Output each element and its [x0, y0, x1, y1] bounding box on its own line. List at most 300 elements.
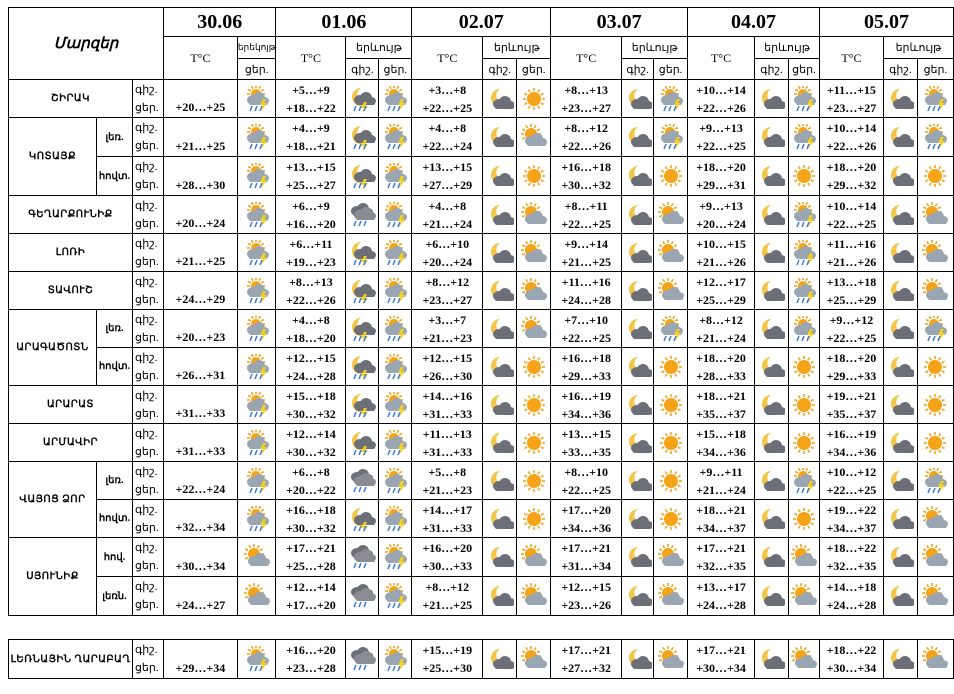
sun-cloud-rain-icon	[379, 234, 412, 272]
day-temperature: +22…+25	[826, 216, 877, 231]
temperature-cell	[163, 386, 237, 424]
night-temperature: +5…+9	[292, 82, 330, 97]
temperature-header: T°C	[163, 37, 237, 80]
sun-cloud-rain-icon	[237, 640, 276, 679]
night-label: գիշ.	[134, 351, 158, 364]
table-row	[9, 640, 954, 679]
blank-line	[164, 580, 237, 598]
moon-cloud-icon	[883, 157, 917, 196]
time-of-day	[132, 310, 163, 348]
night-label: գիշ.	[134, 644, 158, 656]
sun-cloud-rain-icon	[654, 310, 688, 348]
night-label: գիշ.	[134, 122, 158, 134]
sun-icon	[917, 386, 953, 424]
blank-line	[164, 541, 237, 559]
temperature-cell	[551, 118, 622, 157]
moon-cloud-icon	[483, 386, 517, 424]
time-of-day	[132, 500, 163, 538]
moon-cloud-icon	[483, 80, 517, 118]
sun-cloud-rain-icon	[237, 310, 276, 348]
sun-cloud-rain-icon	[788, 196, 819, 234]
sun-cloud-rain-icon	[917, 118, 953, 157]
night-label: գիշ.	[134, 237, 158, 250]
day-temperature: +25…+30	[422, 661, 473, 675]
moon-cloud-icon	[755, 196, 789, 234]
night-temperature: +16…+18	[286, 502, 336, 517]
sun-cloud-rain-icon	[654, 118, 688, 157]
night-temperature: +16…+19	[561, 388, 611, 403]
moon-cloud-icon	[883, 272, 917, 310]
sun-cloud-rain-icon	[917, 310, 953, 348]
night-temperature: +12…+14	[286, 426, 336, 441]
night-subheader: գիշ.	[483, 59, 517, 80]
day-label: ցեր.	[134, 560, 159, 572]
temperature-cell	[163, 424, 237, 462]
temperature-cell	[688, 234, 755, 272]
temperature-cell	[551, 577, 622, 616]
moon-cloud-icon	[883, 234, 917, 272]
sun-cloud-icon	[517, 538, 551, 577]
day-temperature: +31…+33	[422, 520, 473, 535]
day-temperature: +20…+23	[175, 330, 226, 344]
sun-cloud-rain-icon	[788, 462, 819, 500]
temperature-cell	[276, 386, 346, 424]
night-label: գիշ.	[134, 542, 158, 554]
night-temperature: +4…+8	[292, 312, 330, 327]
day-temperature: +16…+20	[286, 216, 336, 231]
night-temperature: +3…+7	[428, 312, 467, 327]
temperature-cell	[412, 462, 483, 500]
day-temperature: +24…+28	[696, 598, 746, 612]
day-temperature: +24…+28	[561, 292, 611, 307]
region-name: ՏԱՎՈՒՇ	[9, 272, 133, 310]
temperature-header: T°C	[688, 37, 755, 80]
table-row	[9, 424, 954, 462]
sun-cloud-rain-icon	[379, 462, 412, 500]
weather-header: երևույթ	[483, 37, 551, 59]
moon-cloud-icon	[483, 424, 517, 462]
sun-cloud-rain-icon	[379, 348, 412, 386]
time-of-day	[132, 538, 163, 577]
sun-icon	[654, 424, 688, 462]
night-temperature: +13…+15	[561, 426, 611, 441]
temperature-header: T°C	[551, 37, 622, 80]
sun-icon	[517, 386, 551, 424]
day-temperature: +32…+35	[826, 559, 877, 573]
day-temperature: +23…+26	[561, 598, 611, 612]
moon-cloud-icon	[483, 310, 517, 348]
day-temperature: +22…+24	[175, 482, 226, 496]
temperature-cell	[551, 462, 622, 500]
temperature-cell	[276, 310, 346, 348]
sun-cloud-icon	[517, 310, 551, 348]
moon-cloud-icon	[483, 196, 517, 234]
blank-line	[164, 350, 237, 368]
moon-cloud-icon	[483, 118, 517, 157]
moon-cloud-icon	[883, 462, 917, 500]
night-temperature: +16…+19	[826, 426, 877, 441]
day-temperature: +34…+36	[561, 520, 611, 535]
time-of-day	[132, 462, 163, 500]
day-label: ցեր.	[134, 445, 159, 458]
day-temperature: +17…+20	[286, 598, 336, 612]
temperature-cell	[819, 462, 883, 500]
sun-icon	[517, 462, 551, 500]
night-temperature: +9…+11	[699, 464, 743, 479]
day-temperature: +29…+33	[826, 368, 877, 383]
day-temperature: +22…+25	[826, 330, 877, 345]
sun-cloud-rain-icon	[379, 196, 412, 234]
day-temperature: +23…+28	[286, 661, 336, 675]
sun-cloud-rain-icon	[237, 196, 276, 234]
sun-cloud-icon	[517, 234, 551, 272]
sun-cloud-icon	[654, 640, 688, 679]
temperature-cell	[819, 424, 883, 462]
date-header: 30.06	[163, 8, 276, 37]
sun-cloud-icon	[237, 538, 276, 577]
day-temperature: +22…+25	[422, 100, 473, 115]
night-temperature: +8…+10	[564, 464, 608, 479]
day-label: ցեր.	[134, 483, 159, 496]
temperature-cell	[163, 640, 237, 679]
day-temperature: +34…+37	[826, 520, 877, 535]
temperature-cell	[412, 272, 483, 310]
night-temperature: +5…+8	[428, 464, 467, 479]
sun-cloud-rain-icon	[379, 272, 412, 310]
moon-cloud-icon	[883, 118, 917, 157]
night-label: գիշ.	[134, 161, 158, 173]
moon-cloud-icon	[755, 80, 789, 118]
sun-cloud-rain-icon	[379, 538, 412, 577]
temperature-cell	[276, 157, 346, 196]
weather-header: երևույթ	[883, 37, 953, 59]
day-temperature: +22…+26	[286, 292, 336, 307]
temperature-cell	[412, 196, 483, 234]
sun-cloud-rain-icon	[788, 118, 819, 157]
day-temperature: +23…+27	[422, 292, 473, 307]
day-temperature: +28…+30	[175, 177, 226, 192]
day-temperature: +22…+26	[696, 100, 746, 115]
day-label: ցեր.	[134, 179, 159, 191]
temperature-cell	[819, 538, 883, 577]
temperature-cell	[819, 640, 883, 679]
moon-cloud-storm-icon	[346, 80, 379, 118]
day-label: ցեր.	[134, 293, 159, 306]
night-temperature: +18…+22	[826, 643, 877, 657]
night-temperature: +9…+13	[699, 121, 743, 135]
temperature-cell	[551, 538, 622, 577]
night-temperature: +4…+8	[428, 198, 467, 213]
temperature-cell	[276, 462, 346, 500]
moon-cloud-icon	[755, 157, 789, 196]
sun-cloud-icon	[517, 272, 551, 310]
night-temperature: +12…+15	[561, 580, 611, 594]
night-temperature: +18…+22	[826, 541, 877, 555]
night-temperature: +17…+21	[561, 541, 611, 555]
night-temperature: +17…+21	[696, 541, 746, 555]
day-subheader: ցեր.	[237, 59, 276, 80]
day-temperature: +21…+24	[422, 216, 473, 231]
moon-cloud-icon	[755, 577, 789, 616]
temperature-cell	[551, 196, 622, 234]
sun-cloud-icon	[917, 234, 953, 272]
header-dates-row	[9, 8, 954, 37]
day-temperature: +35…+37	[826, 406, 877, 421]
day-temperature: +31…+33	[422, 406, 473, 421]
night-temperature: +15…+19	[422, 643, 473, 657]
temperature-cell	[276, 500, 346, 538]
night-temperature: +13…+17	[696, 580, 746, 594]
zone-label: հովտ.	[96, 348, 132, 386]
weather-header: երեկոյթ	[237, 37, 276, 59]
night-temperature: +19…+22	[826, 502, 877, 517]
sun-icon	[788, 500, 819, 538]
moon-cloud-storm-icon	[346, 118, 379, 157]
temperature-cell	[163, 348, 237, 386]
night-label: գիշ.	[134, 199, 158, 212]
night-temperature: +11…+16	[561, 274, 611, 289]
temperature-cell	[819, 272, 883, 310]
region-name: ՎԱՅՈՑ ՁՈՐ	[9, 462, 97, 538]
temperature-cell	[551, 157, 622, 196]
temperature-cell	[163, 272, 237, 310]
temperature-cell	[163, 462, 237, 500]
zone-label: լեռ.	[96, 118, 132, 157]
night-temperature: +18…+20	[696, 350, 746, 365]
moon-cloud-icon	[622, 118, 654, 157]
temperature-cell	[276, 577, 346, 616]
moon-cloud-icon	[883, 386, 917, 424]
zone-label: հովտ.	[96, 500, 132, 538]
day-temperature: +22…+25	[561, 216, 611, 231]
temperature-cell	[163, 157, 237, 196]
moon-cloud-icon	[883, 348, 917, 386]
sun-cloud-icon	[517, 640, 551, 679]
night-temperature: +6…+8	[292, 464, 330, 479]
day-temperature: +25…+29	[826, 292, 877, 307]
region-name: ՍՅՈՒՆԻՔ	[9, 538, 97, 616]
temperature-cell	[276, 196, 346, 234]
temperature-cell	[412, 348, 483, 386]
night-temperature: +12…+15	[286, 350, 336, 365]
temperature-cell	[688, 157, 755, 196]
temperature-cell	[412, 157, 483, 196]
day-temperature: +21…+25	[175, 254, 226, 268]
day-temperature: +31…+33	[175, 444, 226, 458]
blank-line	[164, 274, 237, 292]
day-temperature: +28…+33	[696, 368, 746, 383]
day-label: ցեր.	[134, 140, 159, 152]
sun-icon	[517, 424, 551, 462]
blank-line	[164, 82, 237, 100]
day-temperature: +25…+29	[696, 292, 746, 307]
night-temperature: +6…+10	[425, 236, 470, 251]
moon-cloud-icon	[622, 234, 654, 272]
day-subheader: ցեր.	[517, 59, 551, 80]
night-temperature: +17…+21	[286, 541, 336, 555]
temperature-cell	[688, 538, 755, 577]
moon-cloud-icon	[483, 500, 517, 538]
temperature-cell	[163, 118, 237, 157]
moon-cloud-icon	[883, 80, 917, 118]
night-temperature: +18…+20	[826, 350, 877, 365]
temperature-cell	[551, 80, 622, 118]
day-temperature: +22…+26	[826, 139, 877, 153]
day-temperature: +23…+27	[826, 100, 877, 115]
day-temperature: +18…+20	[286, 330, 336, 345]
temperature-cell	[819, 157, 883, 196]
temperature-cell	[412, 80, 483, 118]
temperature-cell	[688, 577, 755, 616]
sun-cloud-rain-icon	[917, 462, 953, 500]
day-temperature: +26…+31	[175, 368, 226, 382]
date-header: 01.06	[276, 8, 412, 37]
day-temperature: +20…+24	[422, 254, 473, 269]
day-temperature: +22…+24	[422, 139, 473, 153]
temperature-cell	[688, 640, 755, 679]
sun-cloud-rain-icon	[379, 157, 412, 196]
sun-cloud-rain-icon	[379, 80, 412, 118]
table-row	[9, 462, 954, 500]
temperature-cell	[551, 640, 622, 679]
sun-icon	[654, 500, 688, 538]
night-temperature: +11…+15	[826, 82, 876, 97]
moon-cloud-icon	[755, 424, 789, 462]
zone-label: հով.	[96, 538, 132, 577]
sun-icon	[917, 157, 953, 196]
temperature-cell	[819, 386, 883, 424]
blank-line	[164, 121, 237, 139]
day-temperature: +21…+25	[422, 598, 473, 612]
moon-cloud-icon	[622, 310, 654, 348]
day-temperature: +29…+33	[561, 368, 611, 383]
night-temperature: +8…+12	[564, 121, 608, 135]
day-temperature: +24…+28	[286, 368, 336, 383]
night-temperature: +9…+12	[829, 312, 874, 327]
sun-cloud-icon	[917, 640, 953, 679]
sun-cloud-rain-icon	[379, 118, 412, 157]
sun-cloud-rain-icon	[788, 234, 819, 272]
temperature-cell	[163, 577, 237, 616]
sun-icon	[517, 157, 551, 196]
day-label: ցեր.	[134, 662, 159, 674]
temperature-cell	[412, 424, 483, 462]
day-temperature: +19…+23	[286, 254, 336, 269]
temperature-cell	[276, 424, 346, 462]
sun-cloud-rain-icon	[379, 386, 412, 424]
moon-cloud-icon	[483, 462, 517, 500]
night-temperature: +18…+21	[696, 388, 746, 403]
sun-cloud-rain-icon	[379, 577, 412, 616]
day-temperature: +34…+36	[826, 444, 877, 459]
day-temperature: +18…+22	[286, 100, 336, 115]
sun-cloud-rain-icon	[788, 272, 819, 310]
sun-icon	[917, 348, 953, 386]
time-of-day	[132, 272, 163, 310]
day-temperature: +20…+24	[696, 216, 746, 231]
day-temperature: +22…+25	[826, 482, 877, 497]
temperature-cell	[412, 577, 483, 616]
day-temperature: +22…+25	[561, 330, 611, 345]
day-temperature: +30…+32	[286, 444, 336, 459]
moon-cloud-icon	[483, 157, 517, 196]
night-label: գիշ.	[134, 581, 158, 593]
moon-cloud-icon	[622, 538, 654, 577]
moon-cloud-icon	[622, 500, 654, 538]
moon-cloud-icon	[883, 577, 917, 616]
time-of-day	[132, 577, 163, 616]
sun-cloud-icon	[517, 196, 551, 234]
region-name: ԱՐԱԳԱԾՈՏՆ	[9, 310, 97, 386]
sun-cloud-rain-icon	[917, 80, 953, 118]
time-of-day	[132, 118, 163, 157]
sun-cloud-rain-icon	[379, 640, 412, 679]
table-row	[9, 538, 954, 577]
moon-cloud-icon	[883, 538, 917, 577]
day-temperature: +29…+31	[696, 178, 746, 192]
day-temperature: +20…+24	[175, 216, 226, 230]
night-subheader: գիշ.	[346, 59, 379, 80]
temperature-cell	[688, 348, 755, 386]
day-temperature: +25…+27	[286, 178, 336, 192]
sun-icon	[654, 348, 688, 386]
moon-cloud-icon	[483, 234, 517, 272]
cloud-rain-icon	[346, 196, 379, 234]
sun-cloud-icon	[517, 577, 551, 616]
night-subheader: գիշ.	[755, 59, 789, 80]
region-name: ՇԻՐԱԿ	[9, 80, 133, 118]
moon-cloud-icon	[622, 80, 654, 118]
time-of-day	[132, 424, 163, 462]
table-row	[9, 272, 954, 310]
sun-cloud-icon	[654, 538, 688, 577]
temperature-cell	[163, 234, 237, 272]
forecast-table	[8, 7, 954, 679]
day-temperature: +24…+29	[175, 292, 226, 306]
night-temperature: +12…+17	[696, 274, 746, 289]
temperature-cell	[688, 310, 755, 348]
moon-cloud-icon	[883, 310, 917, 348]
date-header: 02.07	[412, 8, 551, 37]
day-temperature: +26…+30	[422, 368, 473, 383]
sun-cloud-rain-icon	[788, 310, 819, 348]
day-temperature: +18…+21	[286, 139, 336, 153]
day-temperature: +21…+24	[696, 482, 746, 497]
table-row	[9, 386, 954, 424]
night-temperature: +3…+8	[428, 82, 467, 97]
night-label: գիշ.	[134, 465, 158, 478]
day-temperature: +32…+34	[175, 520, 226, 534]
sun-cloud-rain-icon	[237, 462, 276, 500]
moon-cloud-storm-icon	[346, 234, 379, 272]
date-header: 04.07	[688, 8, 820, 37]
region-name: ԱՐՄԱՎԻՐ	[9, 424, 133, 462]
day-temperature: +21…+26	[826, 254, 877, 269]
moon-cloud-icon	[483, 348, 517, 386]
night-subheader: գիշ.	[883, 59, 917, 80]
sun-icon	[917, 424, 953, 462]
temperature-cell	[819, 234, 883, 272]
day-temperature: +33…+35	[561, 444, 611, 459]
sun-icon	[788, 157, 819, 196]
night-temperature: +15…+18	[286, 388, 336, 403]
night-temperature: +7…+10	[564, 312, 608, 327]
sun-cloud-rain-icon	[379, 310, 412, 348]
day-temperature: +22…+25	[696, 139, 746, 153]
night-temperature: +15…+18	[696, 426, 746, 441]
night-temperature: +18…+20	[696, 160, 746, 174]
night-temperature: +6…+11	[289, 236, 333, 251]
